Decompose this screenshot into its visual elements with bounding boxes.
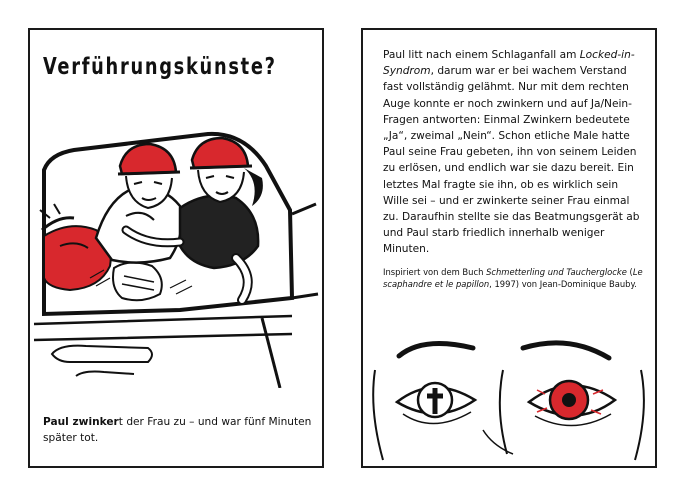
card-caption [43, 414, 313, 446]
story-part: , darum war er bei wachem Verstand fast vollständig gelähmt. Nur mit dem rechten Auge konnte er noch zwinkern und auf Ja/Nein-Fragen antworten: Einmal Zwinkern bedeutete „Ja“, zweimal „Nein“. Schon etliche Male hatte Paul seine Frau gebeten, ihn von seinem Leiden zu erlösen, und endlich war sie dazu bereit. Ein letztes Mal fragte sie ihn, ob es wirklich sein Wille sei – und er zwinkerte seiner Frau einmal zu. Daraufhin stellte sie das Beatmungsgerät ab und Paul starb friedlich innerhalb weniger Minuten. [383, 65, 640, 256]
credit-original-title: Le scaphandre et le papillon [383, 267, 643, 290]
caption-bold: Paul zwinker [43, 416, 119, 428]
right-card [361, 28, 657, 468]
credit-part: ( [626, 267, 633, 277]
story-italic: Locked-in-Syndrom [383, 49, 635, 78]
eyes-illustration [363, 330, 654, 465]
credit-part: Inspiriert von dem Buch [383, 267, 487, 277]
caption-text: t der Frau zu – und war fünf Minuten später tot. [43, 416, 312, 444]
left-card [28, 28, 324, 468]
card-title: Verführungskünste? [43, 54, 277, 80]
credit-text [383, 266, 645, 291]
motorcycle-couple-illustration [30, 118, 321, 388]
story-text [383, 47, 645, 258]
story-part: Paul litt nach einem Schlaganfall am [383, 49, 580, 61]
credit-book-title: Schmetterling und Taucherglocke [486, 267, 627, 277]
credit-part: , 1997) von Jean-Dominique Bauby. [489, 279, 637, 290]
